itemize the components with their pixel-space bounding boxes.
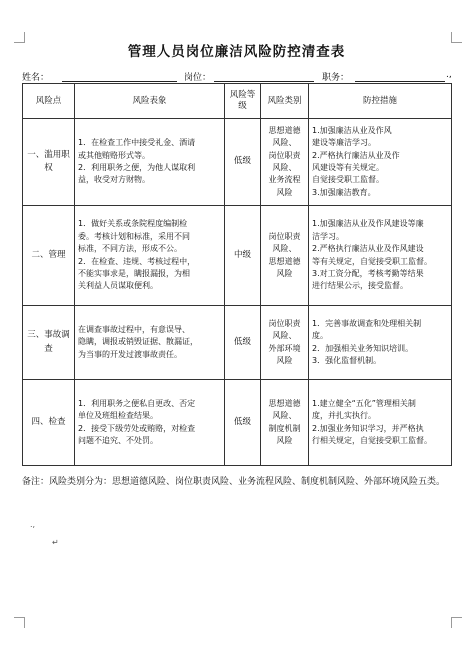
- risk-description: 1．在检查工作中接受礼金、酒请 或其他贿赂形式等。 2．利用职务之便，为他人谋取利 益，收受对方财物。: [75, 119, 225, 206]
- risk-level: 低级: [225, 119, 261, 206]
- risk-point: 一、滥用职权: [23, 119, 75, 206]
- table-row: [23, 119, 452, 206]
- page-corner-mark: [451, 617, 462, 628]
- risk-level: 低级: [225, 380, 261, 466]
- name-label: 姓名：: [22, 73, 50, 83]
- duty-field[interactable]: [355, 81, 445, 82]
- control-measures: 1.建立健全“五化”管理相关制 度，并扎实执行。 2.加强业务知识学习，并严格执 行相关规定，自觉接受职工监督。: [309, 380, 452, 466]
- table-row: [23, 380, 452, 466]
- paragraph-mark: ↵: [52, 538, 59, 547]
- name-field[interactable]: [62, 81, 177, 82]
- post-field[interactable]: [214, 81, 314, 82]
- header-category: 风险类别: [261, 84, 309, 119]
- risk-description: 1．利用职务之便私自更改、否定 单位及班组检查结果。 2．接受下级劳处或贿赂，对检查 问题不追究、不处罚。: [75, 380, 225, 466]
- risk-level: 低级: [225, 306, 261, 380]
- document-title: 管理人员岗位廉洁风险防控清查表: [127, 44, 346, 60]
- paragraph-mark: .,: [30, 520, 36, 529]
- control-measures: 1．完善事故调查和处理相关制 度。 2．加强相关业务知识培训。 3．强化监督机制。: [309, 306, 452, 380]
- end-mark: .,: [446, 70, 452, 80]
- risk-description: 在调查事故过程中，有意误导、 隐瞒，调报或销毁证据、散漏证， 为当事的开发过渡事故责任。: [75, 306, 225, 380]
- risk-level: 中级: [225, 206, 261, 306]
- risk-point: 三、事故调查: [23, 306, 75, 380]
- risk-table: [22, 83, 452, 466]
- risk-category: 思想道德 风险、 制度机制 风险: [261, 380, 309, 466]
- risk-category: 岗位职责 风险、 外部环境 风险: [261, 306, 309, 380]
- header-level: 风险等级: [225, 84, 261, 119]
- control-measures: 1.加强廉洁从业及作风 建设等廉洁学习。 2.严格执行廉洁从业及作 风建设等有关规定。 自觉接受职工监督。 3.加强廉洁教育。: [309, 119, 452, 206]
- post-label: 岗位：: [184, 73, 212, 83]
- table-header-row: [23, 84, 452, 119]
- duty-label: 职务：: [322, 73, 350, 83]
- page-corner-mark: [14, 617, 25, 628]
- header-point: 风险点: [23, 84, 75, 119]
- risk-category: 岗位职责 风险、 思想道德 风险: [261, 206, 309, 306]
- risk-point: 四、检查: [23, 380, 75, 466]
- header-desc: 风险表象: [75, 84, 225, 119]
- table-row: [23, 306, 452, 380]
- control-measures: 1.加强廉洁从业及作风建设等廉 洁学习。 2.严格执行廉洁从业及作风建设 等有关规定，自觉接受职工监督。 3.对工资分配，考核考勤等结果 进行结果公示，接受监督。: [309, 206, 452, 306]
- table-row: [23, 206, 452, 306]
- footnote: 备注：风险类别分为：思想道德风险、岗位职责风险、业务流程风险、制度机制风险、外部环境风险五类。: [22, 477, 446, 487]
- header-measures: 防控措施: [309, 84, 452, 119]
- risk-category: 思想道德 风险、 岗位职责 风险、 业务流程 风险: [261, 119, 309, 206]
- risk-description: 1．做好关系或条院程度编制检 委。考核计划和标准，采用不同 标准，不同方法，形成不公。 2．在检查、违规、考核过程中， 不能实事求是，瞒报漏报，为相 关利益人员谋取便利。: [75, 206, 225, 306]
- risk-point: 二、管理: [23, 206, 75, 306]
